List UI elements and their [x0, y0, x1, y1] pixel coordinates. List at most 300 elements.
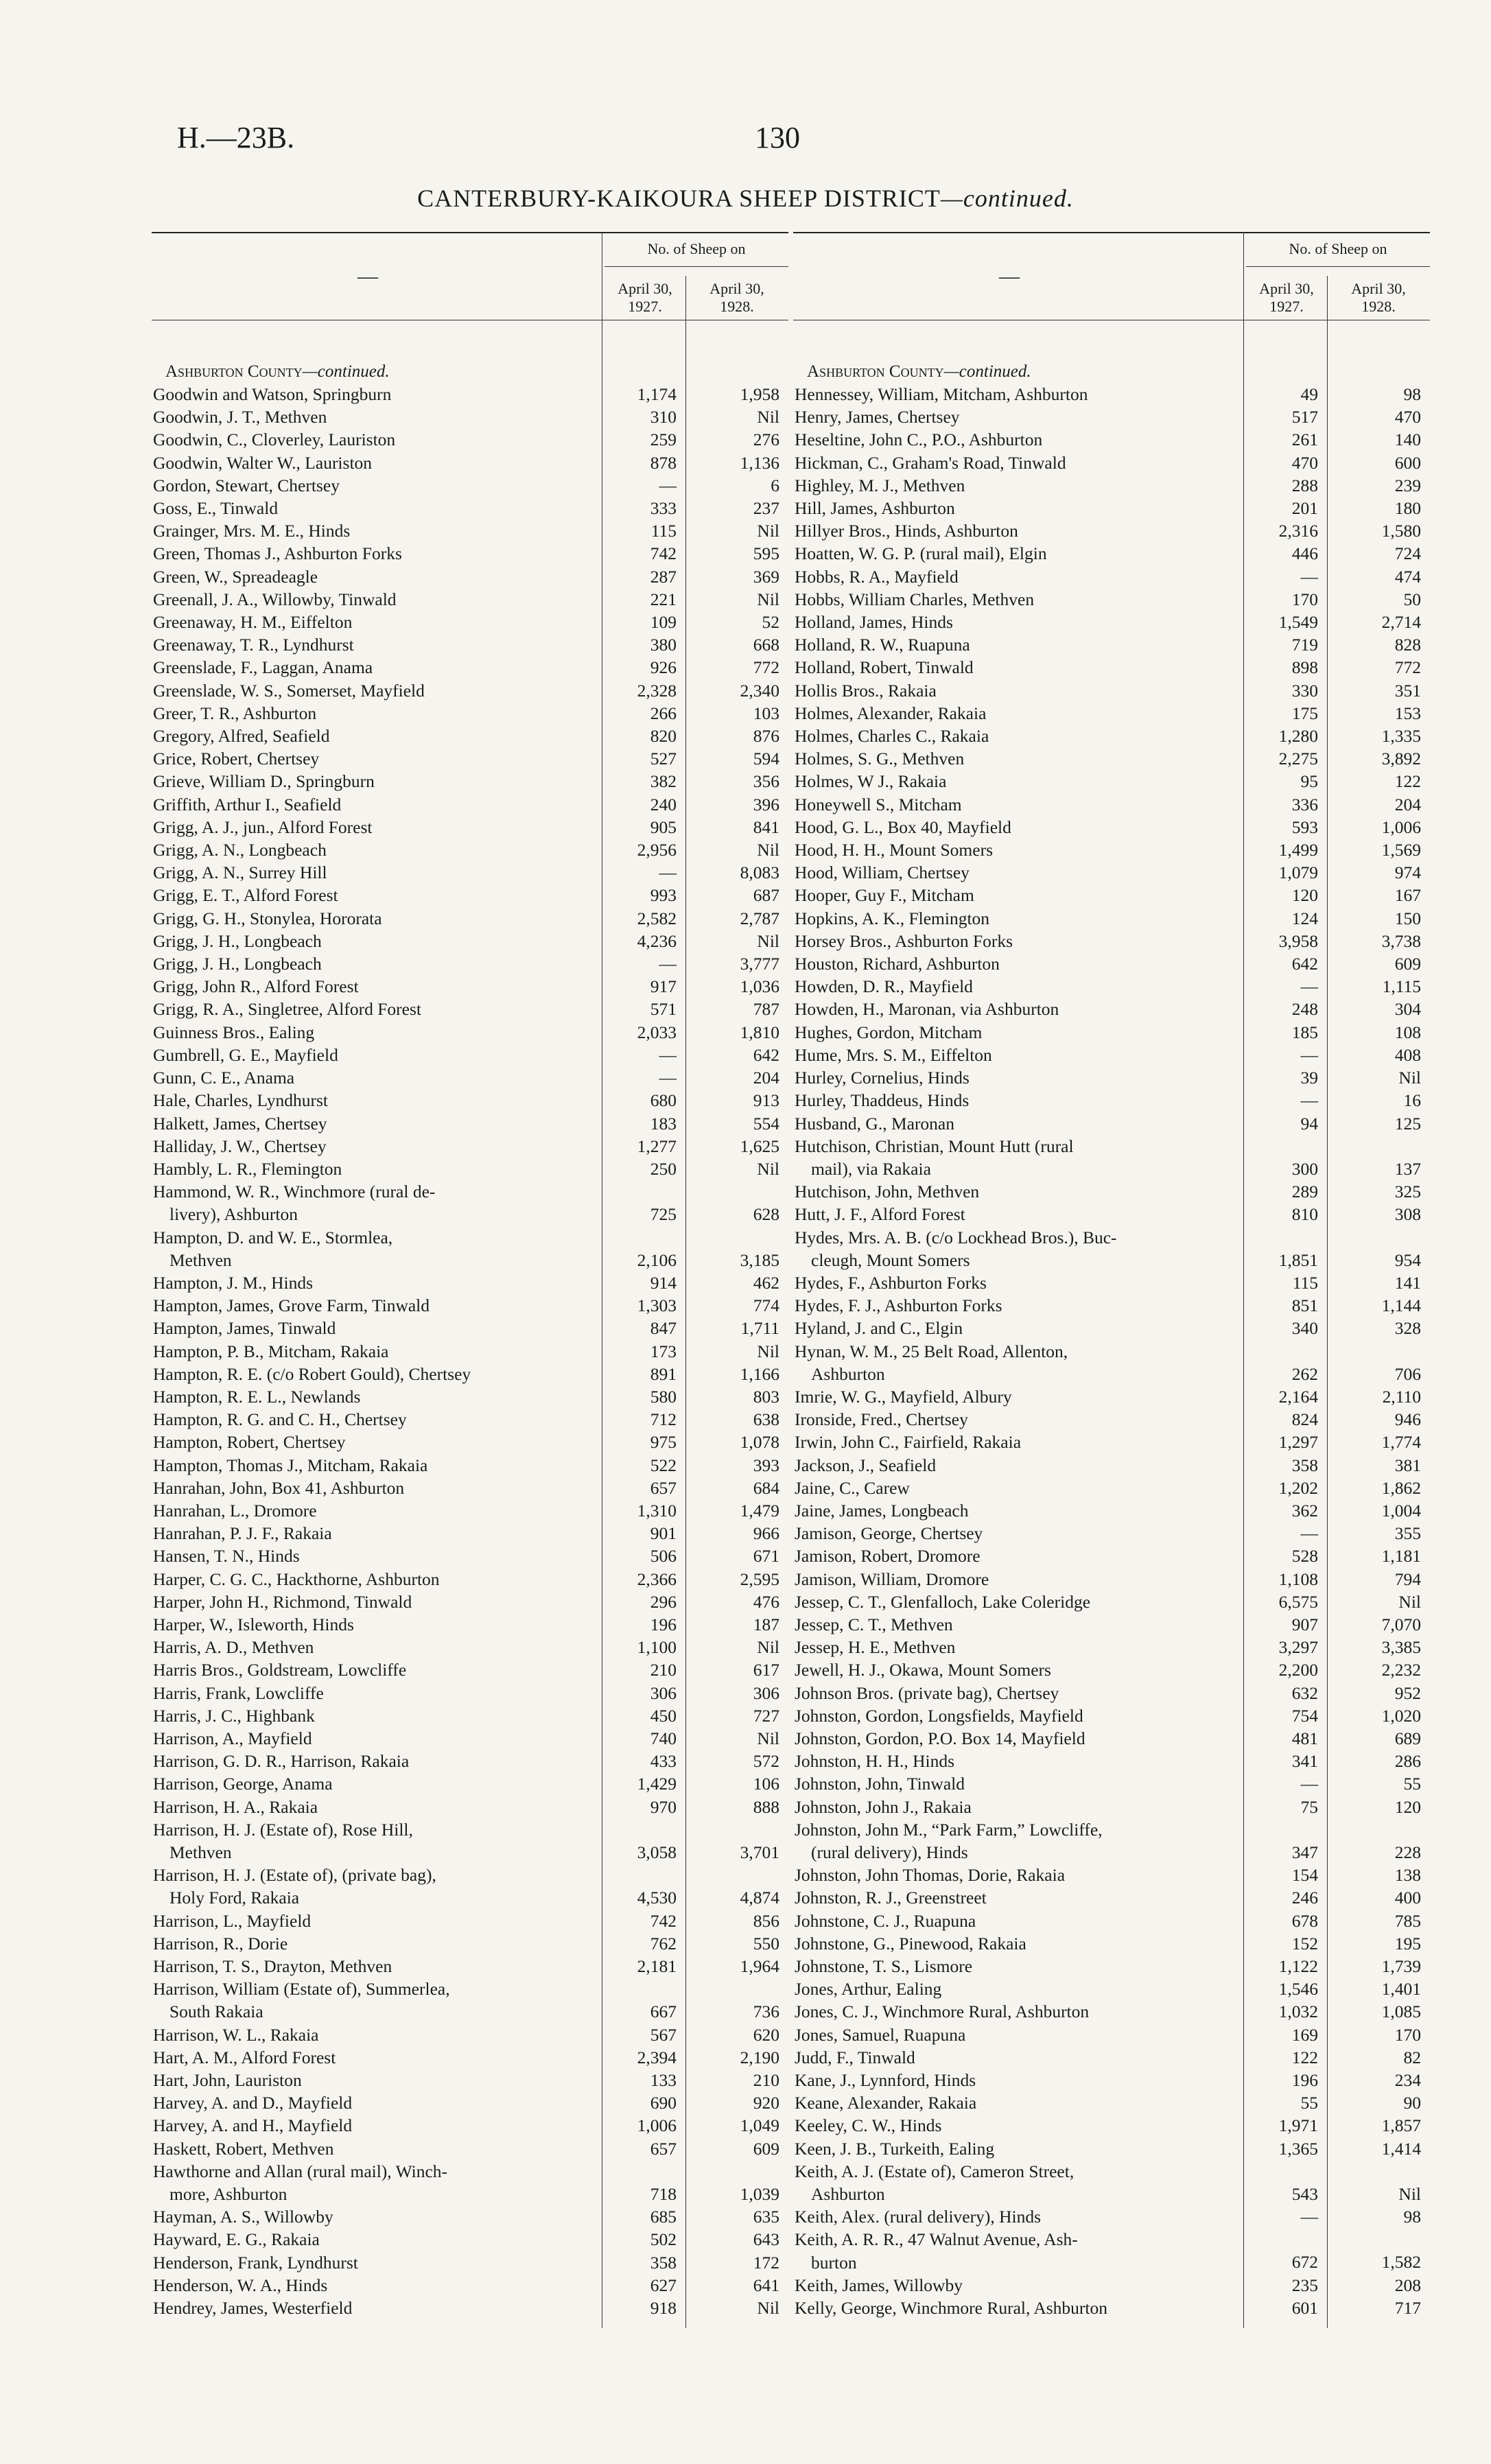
table-row [793, 565, 1430, 588]
holder-name: Grigg, E. T., Alford Forest [153, 885, 338, 906]
sheep-1928-cell: 772 [1394, 657, 1421, 678]
table-row [793, 1477, 1430, 1499]
holder-name: Holmes, S. G., Methven [795, 749, 965, 769]
holder-name: Johnson Bros. (private bag), Chertsey [795, 1682, 1059, 1703]
holder-name: Howden, H., Maronan, via Ashburton [795, 999, 1059, 1020]
sheep-1927-cell: — [1300, 1044, 1318, 1065]
holder-name-cell [152, 451, 601, 474]
sheep-1928-cell: 3,892 [1381, 749, 1421, 769]
table-row [152, 1796, 788, 1818]
holder-name-cell [152, 656, 601, 679]
sheep-1927-cell: 522 [650, 1455, 677, 1475]
sheep-1927-cell: 1,277 [637, 1136, 677, 1156]
sheep-1928-cell: Nil [757, 1637, 779, 1658]
holder-name-cell [152, 2228, 601, 2251]
holder-name-cell [152, 1864, 601, 1909]
holder-name-cell [793, 1112, 1243, 1135]
holder-name: Keane, Alexander, Rakaia [795, 2093, 977, 2113]
holder-name: Jessep, C. T., Glenfalloch, Lake Coleridge [795, 1591, 1091, 1612]
sheep-1927-cell: 4,236 [637, 930, 677, 951]
table-row [793, 1044, 1430, 1066]
holder-name-cell [152, 428, 601, 451]
sheep-1927-cell: 2,366 [637, 1569, 677, 1589]
holder-name: Hill, James, Ashburton [795, 498, 955, 519]
holder-name-cell [152, 588, 601, 611]
sheep-1928-cell: 98 [1403, 384, 1421, 404]
sheep-1927-cell: 680 [650, 1090, 677, 1111]
table-row [152, 2160, 788, 2205]
sheep-1928-cell: 474 [1394, 566, 1421, 587]
table-row [793, 406, 1430, 428]
holder-name-continuation: Ashburton [811, 2184, 885, 2205]
holder-name-cell [793, 1454, 1243, 1477]
sheep-1928-cell: 2,787 [740, 908, 779, 928]
sheep-1927-cell: 3,297 [1278, 1637, 1318, 1658]
sheep-1927-cell: 1,032 [1278, 2002, 1318, 2022]
sheep-1928-cell: 1,862 [1381, 1477, 1421, 1498]
sheep-1928-cell: 82 [1403, 2047, 1421, 2067]
sheep-1928-cell: 600 [1394, 452, 1421, 473]
holder-name: Halkett, James, Chertsey [153, 1113, 327, 1134]
holder-name: Hollis Bros., Rakaia [795, 680, 937, 701]
sheep-1928-cell: 2,340 [740, 680, 779, 701]
sheep-1928-cell: 140 [1394, 430, 1421, 450]
sheep-1927-cell: 259 [650, 430, 677, 450]
table-row [793, 2205, 1430, 2228]
holder-name: Hampton, R. G. and C. H., Chertsey [153, 1409, 407, 1430]
sheep-1927-cell: 306 [650, 1682, 677, 1703]
holder-name-cell [793, 930, 1243, 952]
sheep-1927-cell: 175 [1291, 703, 1318, 723]
sheep-1928-cell: 3,185 [740, 1249, 779, 1270]
holder-name: Hood, William, Chertsey [795, 863, 970, 883]
sheep-1927-cell: 725 [650, 1204, 677, 1225]
holder-name-cell [793, 1180, 1243, 1203]
holder-name: Grigg, G. H., Stonylea, Hororata [153, 908, 382, 928]
sheep-1927-cell: 1,174 [637, 384, 677, 404]
sheep-1927-cell: 1,429 [637, 1774, 677, 1794]
holder-name: Houston, Richard, Ashburton [795, 954, 1000, 974]
sheep-1927-cell: 685 [650, 2207, 677, 2227]
holder-name: Johnstone, C. J., Ruapuna [795, 1910, 976, 1931]
sheep-1927-cell: 2,956 [637, 840, 677, 860]
table-row [793, 725, 1430, 747]
holder-name-cell [793, 497, 1243, 519]
holder-name-cell [793, 1135, 1243, 1180]
sheep-1928-cell: 787 [753, 999, 779, 1020]
holder-name-cell [152, 1271, 601, 1294]
sheep-1927-cell: 901 [650, 1523, 677, 1544]
sheep-1928-cell: 974 [1394, 863, 1421, 883]
table-row [152, 679, 788, 702]
sheep-1927-cell: 970 [650, 1796, 677, 1817]
holder-name: Gregory, Alfred, Seafield [153, 726, 330, 747]
table-row [152, 2069, 788, 2091]
holder-name: Jamison, William, Dromore [795, 1569, 989, 1589]
holder-name-cell [152, 1408, 601, 1431]
holder-name-cell [793, 998, 1243, 1020]
holder-name: Harrison, L., Mayfield [153, 1910, 312, 1931]
sheep-1927-cell: 2,394 [637, 2047, 677, 2067]
holder-name-cell [152, 2114, 601, 2137]
table-row [152, 816, 788, 838]
sheep-1927-cell: 502 [650, 2229, 677, 2250]
holder-name: Guinness Bros., Ealing [153, 1022, 315, 1042]
holder-name: Holland, R. W., Ruapuna [795, 635, 970, 655]
table-row [152, 1864, 788, 1909]
sheep-1927-cell: 847 [650, 1318, 677, 1339]
sheep-1927-cell: — [1300, 2207, 1318, 2227]
table-row [793, 1772, 1430, 1795]
sheep-1928-cell: 204 [753, 1068, 779, 1088]
holder-name: Gordon, Stewart, Chertsey [153, 475, 340, 495]
sheep-1927-cell: 481 [1291, 1728, 1318, 1748]
holder-name: Harvey, A. and D., Mayfield [153, 2093, 353, 2113]
sheep-1927-cell: 593 [1291, 817, 1318, 837]
sheep-1927-cell: 580 [650, 1386, 677, 1407]
table-row [152, 1499, 788, 1522]
holder-name-cell [793, 975, 1243, 998]
sheep-1927-cell: 567 [650, 2024, 677, 2045]
holder-name: Hutchison, John, Methven [795, 1182, 980, 1202]
sheep-1927-cell: — [1300, 1090, 1318, 1111]
table-row [793, 1226, 1430, 1271]
holder-name-cell [793, 1294, 1243, 1317]
col-1928-header: April 30, 1928. [709, 280, 764, 315]
sheep-1928-cell: 888 [753, 1796, 779, 1817]
holder-name: Grigg, A. N., Longbeach [153, 840, 327, 860]
sheep-1927-cell: 75 [1300, 1796, 1318, 1817]
sheep-1928-cell: 1,711 [740, 1318, 779, 1339]
table-row [793, 1021, 1430, 1044]
holder-name: Hydes, F., Ashburton Forks [795, 1272, 987, 1293]
holder-name-cell [152, 1340, 601, 1363]
holder-name-cell [793, 2069, 1243, 2091]
table-row [793, 702, 1430, 725]
holder-name-continuation: Holy Ford, Rakaia [169, 1888, 300, 1908]
col-1927-header: April 30, 1927. [618, 280, 672, 315]
holder-name-cell [152, 747, 601, 770]
holder-name-cell [152, 1682, 601, 1704]
holder-name-cell [152, 770, 601, 793]
sheep-1928-cell: 108 [1394, 1022, 1421, 1042]
table-row [152, 838, 788, 861]
sheep-1927-cell: 627 [650, 2275, 677, 2295]
sheep-1928-cell: 736 [753, 2002, 779, 2022]
holder-name: Hutt, J. F., Alford Forest [795, 1204, 965, 1225]
sheep-1928-cell: 355 [1394, 1523, 1421, 1544]
sheep-1927-cell: 543 [1291, 2183, 1318, 2204]
holder-name-cell [152, 1158, 601, 1180]
table-row [152, 2251, 788, 2274]
holder-name: Hendrey, James, Westerfield [153, 2298, 353, 2319]
sheep-1927-cell: 55 [1300, 2093, 1318, 2113]
holder-name-cell [793, 428, 1243, 451]
sheep-1928-cell: 1,810 [740, 1022, 779, 1042]
holder-name-cell [152, 861, 601, 884]
table-row [152, 2297, 788, 2319]
sheep-1928-cell: 1,582 [1381, 2252, 1421, 2273]
page-title [0, 184, 1491, 213]
holder-name-cell [152, 1499, 601, 1522]
sheep-1928-cell: 1,166 [740, 1363, 779, 1384]
holder-name: Johnston, Gordon, P.O. Box 14, Mayfield [795, 1728, 1085, 1748]
sheep-1928-cell: 785 [1394, 1910, 1421, 1931]
holder-name-cell [793, 1568, 1243, 1591]
table-row [152, 1044, 788, 1066]
holder-name-cell [152, 1317, 601, 1339]
table-row [152, 1477, 788, 1499]
sheep-1928-cell: 774 [753, 1295, 779, 1316]
sheep-1927-cell: 288 [1291, 475, 1318, 495]
table-row [152, 1682, 788, 1704]
sheep-1928-cell: Nil [757, 521, 779, 541]
table-row [793, 1317, 1430, 1339]
holder-name: Holmes, W J., Rakaia [795, 771, 947, 792]
sheep-1928-cell: 1,580 [1381, 521, 1421, 541]
table-row [793, 2297, 1430, 2319]
holder-name: Hayman, A. S., Willowby [153, 2207, 333, 2227]
sheep-1927-cell: 196 [1291, 2070, 1318, 2091]
sheep-1928-cell: 7,070 [1381, 1614, 1421, 1634]
holder-name-continuation: more, Ashburton [169, 2184, 287, 2205]
sheep-1927-cell: 820 [650, 726, 677, 747]
holder-name: Hickman, C., Graham's Road, Tinwald [795, 452, 1066, 473]
sheep-1927-cell: 3,058 [637, 1842, 677, 1862]
holder-name-cell [152, 1385, 601, 1408]
table-row [152, 1089, 788, 1112]
sheep-1927-cell: 642 [1291, 954, 1318, 974]
sheep-1927-cell: 506 [650, 1546, 677, 1567]
sheep-1927-cell: 851 [1291, 1295, 1318, 1316]
sheep-1928-cell: 237 [753, 498, 779, 519]
holder-name-cell [152, 1066, 601, 1089]
holder-name-cell [793, 633, 1243, 656]
sheep-1928-cell: 609 [1394, 954, 1421, 974]
table-row [793, 1978, 1430, 2000]
holder-name-cell [793, 1431, 1243, 1453]
holder-name-cell [793, 2137, 1243, 2160]
table-row [793, 2091, 1430, 2114]
holder-name: Judd, F., Tinwald [795, 2047, 915, 2067]
holder-name-cell [793, 770, 1243, 793]
sheep-1928-cell: Nil [1398, 1068, 1421, 1088]
holder-name-cell [152, 1636, 601, 1658]
sheep-1927-cell: 170 [1291, 589, 1318, 609]
table-row [152, 1112, 788, 1135]
holder-name-cell [152, 930, 601, 952]
sheep-1928-cell: 1,739 [1381, 1956, 1421, 1977]
col-1928-header: April 30, 1928. [1351, 280, 1406, 315]
holder-name: Grigg, J. H., Longbeach [153, 930, 322, 951]
sheep-1928-cell: 208 [1394, 2275, 1421, 2295]
table-row [793, 1727, 1430, 1750]
sheep-1927-cell: 362 [1291, 1500, 1318, 1521]
sheep-1928-cell: 325 [1394, 1182, 1421, 1202]
holder-name: Greenslade, F., Laggan, Anama [153, 657, 373, 678]
sheep-1927-cell: 993 [650, 885, 677, 906]
table-row [152, 702, 788, 725]
sheep-1928-cell: 476 [753, 1591, 779, 1612]
sheep-1927-cell: 262 [1291, 1363, 1318, 1384]
holder-name: Henry, James, Chertsey [795, 407, 960, 427]
holder-name: Grigg, R. A., Singletree, Alford Forest [153, 999, 421, 1020]
sheep-1928-cell: 876 [753, 726, 779, 747]
sheep-1928-cell: 1,774 [1381, 1432, 1421, 1453]
sheep-1927-cell: 2,582 [637, 908, 677, 928]
sheep-1927-cell: 152 [1291, 1933, 1318, 1953]
sheep-1927-cell: — [1300, 976, 1318, 997]
holder-name: Hampton, P. B., Mitcham, Rakaia [153, 1341, 389, 1361]
sheep-1928-cell: 3,701 [740, 1842, 779, 1862]
holder-name-cell [793, 1682, 1243, 1704]
table-row [793, 952, 1430, 975]
holder-name-cell [793, 1317, 1243, 1339]
holder-name-continuation: South Rakaia [169, 2002, 263, 2022]
section-heading: Ashburton County—continued. [165, 362, 390, 381]
section-heading: Ashburton County—continued. [807, 362, 1031, 381]
sheep-1928-cell: 2,190 [740, 2047, 779, 2067]
holder-name-cell [152, 1363, 601, 1385]
sheep-1927-cell: 1,499 [1278, 840, 1318, 860]
table-row [793, 793, 1430, 816]
holder-name-cell [152, 1613, 601, 1636]
sheep-1928-cell: 794 [1394, 1569, 1421, 1589]
sheep-1927-cell: 905 [650, 817, 677, 837]
holder-name: Grigg, John R., Alford Forest [153, 976, 359, 997]
holder-name: Jewell, H. J., Okawa, Mount Somers [795, 1660, 1051, 1680]
holder-name: Hood, H. H., Mount Somers [795, 840, 994, 860]
sheep-1927-cell: 878 [650, 452, 677, 473]
holder-name: Grigg, A. J., jun., Alford Forest [153, 817, 373, 837]
holder-name-cell [152, 1910, 601, 1932]
holder-name-continuation: Methven [169, 1249, 232, 1270]
holder-name: Keen, J. B., Turkeith, Ealing [795, 2138, 995, 2159]
holder-name-cell [152, 565, 601, 588]
sheep-1927-cell: 120 [1291, 885, 1318, 906]
holder-name: Johnston, H. H., Hinds [795, 1751, 955, 1772]
table-row [152, 2023, 788, 2046]
sheep-1927-cell: 340 [1291, 1318, 1318, 1339]
sheep-1928-cell: 1,004 [1381, 1500, 1421, 1521]
holder-name-cell [793, 1021, 1243, 1044]
table-row [152, 1727, 788, 1750]
holder-name-cell [152, 2046, 601, 2069]
holder-name: Henderson, W. A., Hinds [153, 2275, 328, 2295]
sheep-1928-cell: 304 [1394, 999, 1421, 1020]
table-row [152, 1066, 788, 1089]
sheep-1927-cell: 49 [1300, 384, 1318, 404]
holder-name-cell [152, 1750, 601, 1772]
holder-name-cell [152, 2205, 601, 2228]
holder-name-cell [793, 1226, 1243, 1271]
holder-name: Horsey Bros., Ashburton Forks [795, 930, 1013, 951]
sheep-1928-cell: 617 [753, 1660, 779, 1680]
sheep-1927-cell: 296 [650, 1591, 677, 1612]
sheep-1928-cell: 841 [753, 817, 779, 837]
holder-name: Henderson, Frank, Lyndhurst [153, 2252, 358, 2273]
holder-name-cell [793, 2023, 1243, 2046]
holder-name-cell [152, 1021, 601, 1044]
table-row [793, 1180, 1430, 1203]
table-row [793, 1454, 1430, 1477]
table-row [793, 1089, 1430, 1112]
holder-name: Holland, Robert, Tinwald [795, 657, 974, 678]
table-row [152, 1135, 788, 1158]
sheep-1927-cell: 2,316 [1278, 521, 1318, 541]
table-row [152, 656, 788, 679]
sheep-1927-cell: 601 [1291, 2298, 1318, 2319]
document-code: H.—23B. [177, 121, 295, 154]
holder-name: Grieve, William D., Springburn [153, 771, 375, 792]
sheep-1927-cell: 1,100 [637, 1637, 677, 1658]
table-row [152, 1226, 788, 1271]
sheep-1928-cell: 1,401 [1381, 1979, 1421, 1999]
sheep-1927-cell: — [659, 1068, 677, 1088]
holder-name-cell [793, 1477, 1243, 1499]
holder-name-cell [793, 2091, 1243, 2114]
holder-name-cell [793, 1796, 1243, 1818]
table-row [152, 1340, 788, 1363]
sheep-1928-cell: 408 [1394, 1044, 1421, 1065]
left-column [152, 232, 788, 2332]
sheep-1928-cell: Nil [1398, 1591, 1421, 1612]
holder-name-cell [152, 1772, 601, 1795]
holder-name-cell [793, 1727, 1243, 1750]
holder-name-cell [793, 1340, 1243, 1385]
sheep-1927-cell: 1,303 [637, 1295, 677, 1316]
holder-name: Greenall, J. A., Willowby, Tinwald [153, 589, 397, 609]
holder-name: Harrison, George, Anama [153, 1774, 333, 1794]
table-row [152, 2228, 788, 2251]
sheep-1928-cell: 3,738 [1381, 930, 1421, 951]
holder-name: Jamison, Robert, Dromore [795, 1546, 981, 1567]
table-row [152, 1317, 788, 1339]
holder-name-cell [793, 747, 1243, 770]
holder-name: Keith, A. J. (Estate of), Cameron Street, [795, 2161, 1075, 2181]
sheep-1927-cell: 235 [1291, 2275, 1318, 2295]
holder-name: Gumbrell, G. E., Mayfield [153, 1044, 338, 1065]
holder-name-cell [152, 1704, 601, 1727]
table-row [793, 1704, 1430, 1727]
holder-name-cell [152, 2137, 601, 2160]
sheep-1928-cell: 638 [753, 1409, 779, 1430]
table-row [152, 1408, 788, 1431]
sheep-1927-cell: 39 [1300, 1068, 1318, 1088]
holder-name-cell [793, 2000, 1243, 2023]
sheep-1928-cell: 1,958 [740, 384, 779, 404]
sheep-1928-cell: 1,181 [1381, 1546, 1421, 1567]
table-row [152, 588, 788, 611]
holder-name: Johnston, John M., “Park Farm,” Lowcliffe, [795, 1819, 1103, 1840]
holder-name-cell [793, 2274, 1243, 2297]
holder-name-cell [793, 1089, 1243, 1112]
holder-name: Hynan, W. M., 25 Belt Road, Allenton, [795, 1341, 1068, 1361]
holder-name-cell [152, 1818, 601, 1864]
table-row [152, 1522, 788, 1545]
holder-name-cell [793, 1704, 1243, 1727]
holder-name-cell [152, 838, 601, 861]
holder-name: Johnston, John, Tinwald [795, 1774, 965, 1794]
sheep-1928-cell: 3,777 [740, 954, 779, 974]
table-row [152, 1271, 788, 1294]
table-row [152, 1021, 788, 1044]
table-row [793, 474, 1430, 497]
sheep-1927-cell: 2,200 [1278, 1660, 1318, 1680]
sheep-1928-cell: 952 [1394, 1682, 1421, 1703]
sheep-1928-cell: 856 [753, 1910, 779, 1931]
sheep-1928-cell: 141 [1394, 1272, 1421, 1293]
